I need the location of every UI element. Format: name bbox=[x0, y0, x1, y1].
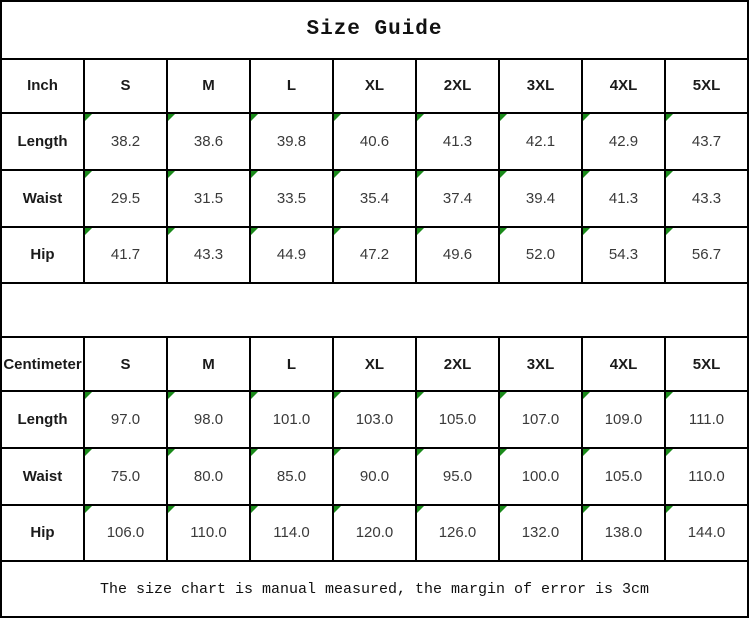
measurement-cell bbox=[250, 448, 333, 505]
measurement-value: 97.0 bbox=[110, 411, 141, 429]
green-corner-marker-icon bbox=[666, 114, 673, 121]
green-corner-marker-icon bbox=[334, 114, 341, 121]
inch-header-row bbox=[1, 59, 748, 114]
measurement-cell bbox=[84, 505, 167, 562]
measurement-value: 52.0 bbox=[525, 246, 556, 264]
measurement-cell bbox=[582, 391, 665, 448]
green-corner-marker-icon bbox=[168, 114, 175, 121]
measurement-cell bbox=[167, 391, 250, 448]
size-header: M bbox=[167, 337, 250, 392]
green-corner-marker-icon bbox=[583, 171, 590, 178]
green-corner-marker-icon bbox=[85, 506, 92, 513]
green-corner-marker-icon bbox=[168, 506, 175, 513]
measurement-value: 38.6 bbox=[193, 133, 224, 151]
centimeter-length-row bbox=[1, 391, 748, 448]
measurement-cell bbox=[499, 113, 582, 170]
measurement-cell bbox=[167, 170, 250, 227]
green-corner-marker-icon bbox=[500, 171, 507, 178]
measurement-cell bbox=[416, 391, 499, 448]
inch-waist-row bbox=[1, 170, 748, 227]
measurement-value: 47.2 bbox=[359, 246, 390, 264]
green-corner-marker-icon bbox=[500, 449, 507, 456]
size-header: 5XL bbox=[665, 337, 748, 392]
size-header: XL bbox=[333, 59, 416, 114]
measurement-value: 103.0 bbox=[355, 411, 394, 429]
measurement-cell bbox=[84, 227, 167, 284]
size-header: 3XL bbox=[499, 337, 582, 392]
measurement-value: 90.0 bbox=[359, 467, 390, 485]
green-corner-marker-icon bbox=[417, 392, 424, 399]
green-corner-marker-icon bbox=[168, 228, 175, 235]
green-corner-marker-icon bbox=[583, 228, 590, 235]
inch-length-row bbox=[1, 113, 748, 170]
measurement-value: 109.0 bbox=[604, 411, 643, 429]
size-header: 2XL bbox=[416, 337, 499, 392]
size-header: L bbox=[250, 337, 333, 392]
measurement-cell bbox=[499, 227, 582, 284]
unit-label-centimeter: Centimeter bbox=[1, 337, 84, 392]
size-header: L bbox=[250, 59, 333, 114]
size-header: 2XL bbox=[416, 59, 499, 114]
measurement-value: 138.0 bbox=[604, 524, 643, 542]
row-label: Waist bbox=[1, 170, 84, 227]
green-corner-marker-icon bbox=[417, 114, 424, 121]
measurement-cell bbox=[499, 505, 582, 562]
measurement-cell bbox=[665, 391, 748, 448]
green-corner-marker-icon bbox=[168, 171, 175, 178]
green-corner-marker-icon bbox=[334, 171, 341, 178]
measurement-value: 49.6 bbox=[442, 246, 473, 264]
green-corner-marker-icon bbox=[251, 228, 258, 235]
measurement-cell bbox=[167, 113, 250, 170]
measurement-value: 98.0 bbox=[193, 411, 224, 429]
green-corner-marker-icon bbox=[417, 171, 424, 178]
page-title: Size Guide bbox=[1, 1, 748, 59]
measurement-cell bbox=[499, 448, 582, 505]
green-corner-marker-icon bbox=[500, 114, 507, 121]
centimeter-header-row bbox=[1, 337, 748, 392]
green-corner-marker-icon bbox=[168, 449, 175, 456]
measurement-cell bbox=[250, 391, 333, 448]
green-corner-marker-icon bbox=[666, 506, 673, 513]
measurement-cell bbox=[84, 170, 167, 227]
measurement-value: 29.5 bbox=[110, 189, 141, 207]
measurement-cell bbox=[250, 113, 333, 170]
measurement-value: 43.3 bbox=[691, 189, 722, 207]
measurement-value: 40.6 bbox=[359, 133, 390, 151]
measurement-cell bbox=[416, 170, 499, 227]
measurement-value: 41.7 bbox=[110, 246, 141, 264]
measurement-value: 39.8 bbox=[276, 133, 307, 151]
measurement-value: 85.0 bbox=[276, 467, 307, 485]
measurement-value: 114.0 bbox=[273, 524, 310, 542]
measurement-value: 120.0 bbox=[355, 524, 394, 542]
measurement-cell bbox=[416, 227, 499, 284]
green-corner-marker-icon bbox=[500, 392, 507, 399]
green-corner-marker-icon bbox=[583, 114, 590, 121]
measurement-value: 105.0 bbox=[604, 467, 643, 485]
centimeter-waist-row bbox=[1, 448, 748, 505]
measurement-value: 43.7 bbox=[691, 133, 722, 151]
measurement-cell bbox=[333, 391, 416, 448]
green-corner-marker-icon bbox=[334, 228, 341, 235]
measurement-value: 100.0 bbox=[521, 467, 560, 485]
green-corner-marker-icon bbox=[85, 171, 92, 178]
green-corner-marker-icon bbox=[666, 449, 673, 456]
measurement-cell bbox=[416, 448, 499, 505]
measurement-value: 132.0 bbox=[521, 524, 560, 542]
footer-note: The size chart is manual measured, the margin of error is 3cm bbox=[1, 561, 748, 617]
measurement-cell bbox=[84, 391, 167, 448]
size-header: S bbox=[84, 59, 167, 114]
size-header: 4XL bbox=[582, 59, 665, 114]
measurement-value: 144.0 bbox=[687, 524, 726, 542]
green-corner-marker-icon bbox=[334, 392, 341, 399]
measurement-value: 33.5 bbox=[276, 189, 307, 207]
green-corner-marker-icon bbox=[85, 228, 92, 235]
measurement-cell bbox=[582, 448, 665, 505]
measurement-cell bbox=[582, 227, 665, 284]
measurement-value: 42.1 bbox=[525, 133, 556, 151]
measurement-value: 39.4 bbox=[525, 189, 556, 207]
measurement-cell bbox=[416, 113, 499, 170]
measurement-value: 105.0 bbox=[438, 411, 477, 429]
spacer-row bbox=[1, 283, 748, 337]
measurement-value: 110.0 bbox=[190, 524, 227, 542]
measurement-value: 75.0 bbox=[110, 467, 141, 485]
green-corner-marker-icon bbox=[500, 506, 507, 513]
unit-label-inch: Inch bbox=[1, 59, 84, 114]
green-corner-marker-icon bbox=[85, 114, 92, 121]
measurement-cell bbox=[499, 391, 582, 448]
row-label: Waist bbox=[1, 448, 84, 505]
green-corner-marker-icon bbox=[251, 171, 258, 178]
measurement-value: 95.0 bbox=[442, 467, 473, 485]
row-label: Hip bbox=[1, 227, 84, 284]
green-corner-marker-icon bbox=[583, 506, 590, 513]
measurement-value: 106.0 bbox=[106, 524, 145, 542]
measurement-value: 56.7 bbox=[691, 246, 722, 264]
size-header: 3XL bbox=[499, 59, 582, 114]
measurement-cell bbox=[333, 170, 416, 227]
inch-hip-row bbox=[1, 227, 748, 284]
measurement-cell bbox=[84, 448, 167, 505]
centimeter-hip-row bbox=[1, 505, 748, 562]
measurement-cell bbox=[665, 170, 748, 227]
measurement-cell bbox=[167, 227, 250, 284]
measurement-cell bbox=[250, 505, 333, 562]
green-corner-marker-icon bbox=[666, 228, 673, 235]
green-corner-marker-icon bbox=[583, 392, 590, 399]
green-corner-marker-icon bbox=[583, 449, 590, 456]
green-corner-marker-icon bbox=[666, 392, 673, 399]
measurement-value: 31.5 bbox=[193, 189, 224, 207]
measurement-cell bbox=[333, 505, 416, 562]
row-label: Hip bbox=[1, 505, 84, 562]
measurement-value: 126.0 bbox=[438, 524, 477, 542]
measurement-cell bbox=[333, 227, 416, 284]
measurement-value: 42.9 bbox=[608, 133, 639, 151]
measurement-value: 43.3 bbox=[193, 246, 224, 264]
measurement-cell bbox=[250, 170, 333, 227]
green-corner-marker-icon bbox=[417, 506, 424, 513]
measurement-value: 80.0 bbox=[193, 467, 224, 485]
size-header: S bbox=[84, 337, 167, 392]
measurement-cell bbox=[665, 113, 748, 170]
measurement-value: 44.9 bbox=[276, 246, 307, 264]
measurement-cell bbox=[582, 170, 665, 227]
measurement-value: 101.0 bbox=[272, 411, 311, 429]
measurement-cell bbox=[416, 505, 499, 562]
size-header: M bbox=[167, 59, 250, 114]
measurement-cell bbox=[499, 170, 582, 227]
measurement-cell bbox=[582, 505, 665, 562]
measurement-value: 110.0 bbox=[688, 467, 725, 485]
measurement-cell bbox=[167, 505, 250, 562]
measurement-cell bbox=[167, 448, 250, 505]
green-corner-marker-icon bbox=[251, 506, 258, 513]
green-corner-marker-icon bbox=[417, 449, 424, 456]
measurement-cell bbox=[665, 505, 748, 562]
row-label: Length bbox=[1, 391, 84, 448]
measurement-value: 41.3 bbox=[442, 133, 473, 151]
green-corner-marker-icon bbox=[251, 114, 258, 121]
measurement-cell bbox=[250, 227, 333, 284]
row-label: Length bbox=[1, 113, 84, 170]
green-corner-marker-icon bbox=[251, 392, 258, 399]
green-corner-marker-icon bbox=[85, 392, 92, 399]
green-corner-marker-icon bbox=[334, 449, 341, 456]
measurement-cell bbox=[582, 113, 665, 170]
green-corner-marker-icon bbox=[666, 171, 673, 178]
green-corner-marker-icon bbox=[500, 228, 507, 235]
green-corner-marker-icon bbox=[168, 392, 175, 399]
size-header: XL bbox=[333, 337, 416, 392]
measurement-value: 107.0 bbox=[521, 411, 560, 429]
measurement-value: 111.0 bbox=[688, 411, 725, 429]
measurement-value: 37.4 bbox=[442, 189, 473, 207]
green-corner-marker-icon bbox=[417, 228, 424, 235]
measurement-value: 35.4 bbox=[359, 189, 390, 207]
measurement-cell bbox=[333, 448, 416, 505]
measurement-cell bbox=[665, 448, 748, 505]
measurement-value: 54.3 bbox=[608, 246, 639, 264]
measurement-cell bbox=[333, 113, 416, 170]
green-corner-marker-icon bbox=[251, 449, 258, 456]
measurement-value: 41.3 bbox=[608, 189, 639, 207]
size-header: 4XL bbox=[582, 337, 665, 392]
measurement-value: 38.2 bbox=[110, 133, 141, 151]
green-corner-marker-icon bbox=[85, 449, 92, 456]
measurement-cell bbox=[84, 113, 167, 170]
size-header: 5XL bbox=[665, 59, 748, 114]
measurement-cell bbox=[665, 227, 748, 284]
green-corner-marker-icon bbox=[334, 506, 341, 513]
